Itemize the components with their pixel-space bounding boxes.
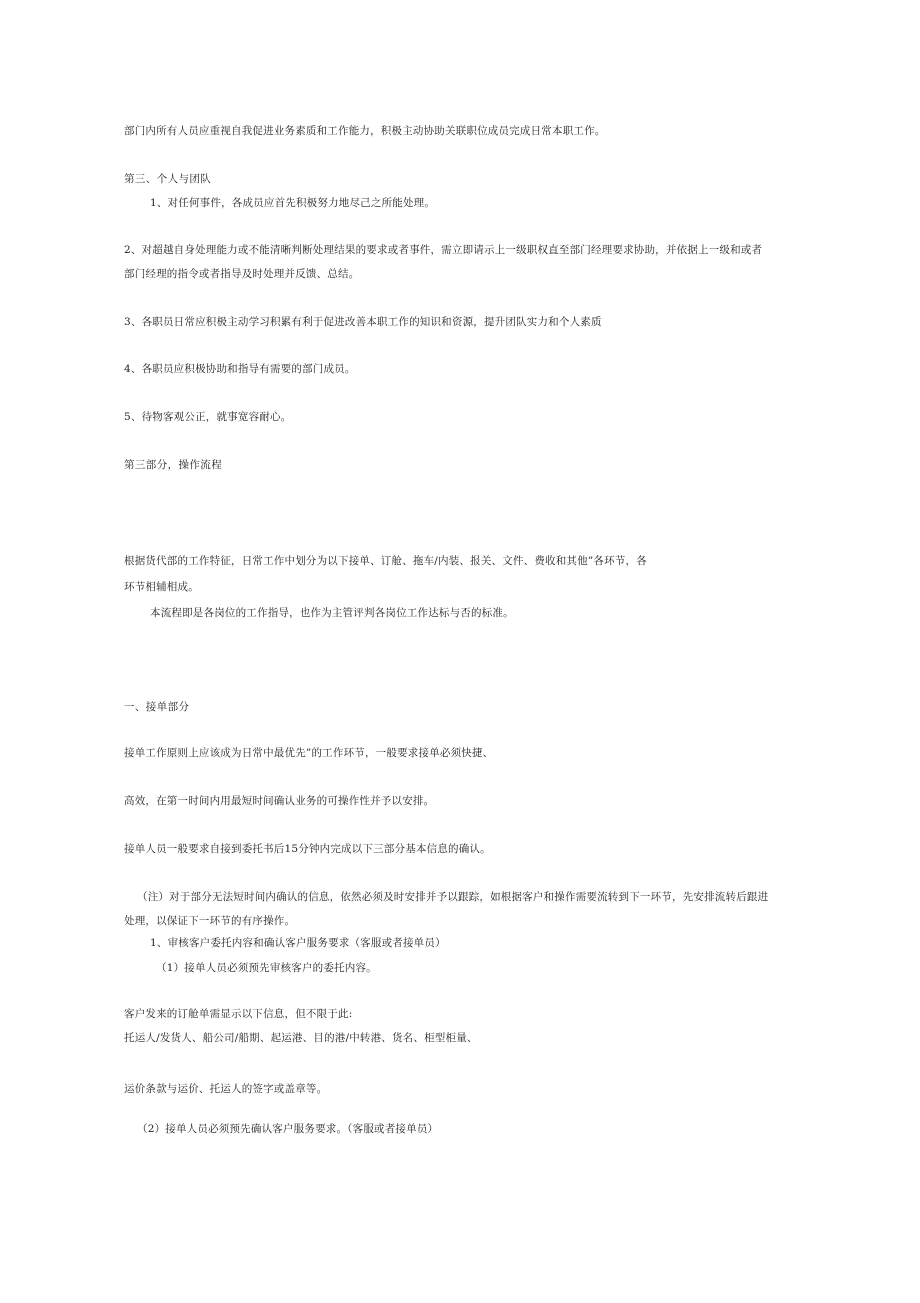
- subsection-heading-review-requirements: 1、审核客户委托内容和确认客户服务要求（客服或者接单员）: [150, 937, 446, 949]
- section-heading-individual-team: 第三、个人与团队: [124, 173, 212, 185]
- list-item-4: 4、各职员应积极协助和指导有需要的部门成员。: [124, 363, 356, 375]
- paragraph-order-principle-line-2: 高效，在第一时间内用最短时间确认业务的可操作性并予以安排。: [124, 795, 435, 807]
- sub-item-1: （1）接单人员必须预先审核客户的委托内容。: [156, 962, 377, 974]
- sub-item-2: （2）接单人员必须预先确认客户服务要求。（客服或者接单员）: [137, 1123, 439, 1135]
- paragraph-features-line-1: 根据货代部的工作特征，日常工作中划分为以下接单、订舱、拖车/内装、报关、文件、费收和其他”各环节，各: [124, 555, 647, 567]
- section-heading-operation-process: 第三部分，操作流程: [124, 459, 223, 471]
- note-line-2: 处理，以保证下一环节的有序操作。: [124, 915, 296, 927]
- paragraph-order-confirmation-time: 接单人员一般要求自接到委托书后15分钟内完成以下三部分基本信息的确认。: [124, 843, 491, 855]
- list-item-1: 1、对任何事件，各成员应首先积极努力地尽己之所能处理。: [150, 197, 436, 209]
- section-heading-order-taking: 一、接单部分: [124, 701, 190, 713]
- list-item-5: 5、待物客观公正，就事宽容耐心。: [124, 411, 292, 423]
- paragraph-booking-info-fields: 托运人/发货人、船公司/船期、起运港、目的港/中转港、货名、柜型柜量、: [124, 1032, 478, 1044]
- list-item-2-line-2: 部门经理的指令或者指导及时处理并反馈、总结。: [124, 268, 360, 280]
- paragraph-dept-staff: 部门内所有人员应重视自我促进业务素质和工作能力，积极主动协助关联职位成员完成日常本职工作。: [124, 125, 606, 137]
- paragraph-booking-info-terms: 运价条款与运价、托运人的签字或盖章等。: [124, 1083, 328, 1095]
- paragraph-features-line-2: 环节相辅相成。: [124, 581, 199, 593]
- paragraph-order-principle-line-1: 接单工作原则上应该成为日常中最优先”的工作环节，一般要求接单必须快捷、: [124, 747, 494, 759]
- list-item-2-line-1: 2、对超越自身处理能力或不能清晰判断处理结果的要求或者事件，需立即请示上一级职权直至部门经理要求协助，并依据上一级和或者: [124, 244, 763, 256]
- paragraph-booking-info-intro: 客户发来的订舱单需显示以下信息，但不限于此:: [124, 1008, 353, 1020]
- paragraph-process-guidance: 本流程即是各岗位的工作指导，也作为主管评判各岗位工作达标与否的标准。: [150, 607, 514, 619]
- list-item-3: 3、各职员日常应积极主动学习积累有利于促进改善本职工作的知识和资源，提升团队实力和个人素质: [124, 316, 602, 328]
- note-line-1: （注）对于部分无法短时间内确认的信息，依然必须及时安排并予以跟踪，如根据客户和操作需要流转到下一环节，先安排流转后跟进: [137, 891, 769, 903]
